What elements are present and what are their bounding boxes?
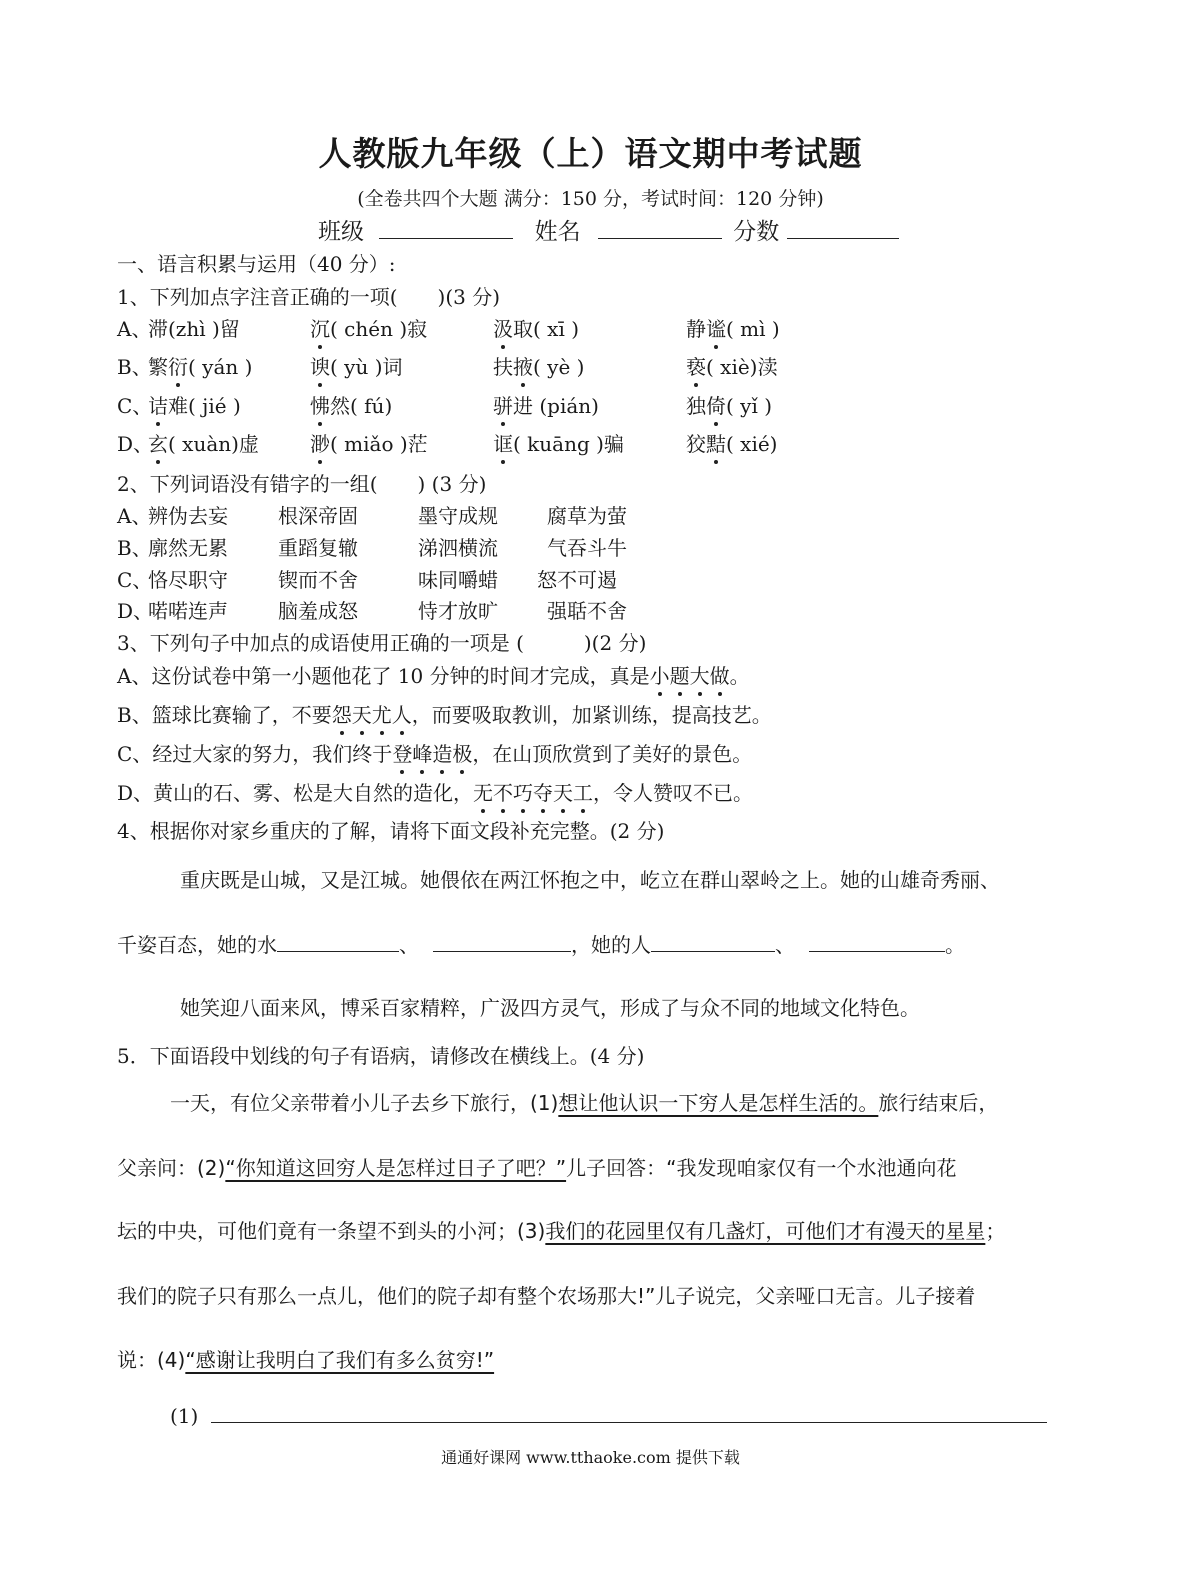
q1-option-b-item: 亵( xiè)渎 <box>686 351 777 380</box>
q5-line-4: 我们的院子只有那么一点儿，他们的院子却有整个农场那大!”儿子说完，父亲哑口无言。儿子接着 <box>117 1284 976 1308</box>
q5-underlined-sentence-1: 想让他认识一下穷人是怎样生活的。 <box>558 1091 879 1115</box>
q3-option-d: D、黄山的石、雾、松是大自然的造化，无不巧夺天工，令人赞叹不已。 <box>117 777 753 806</box>
q5-answer-line-1 <box>170 1400 1047 1428</box>
q2-option-b-label: B、 <box>117 536 152 560</box>
exam-info: (全卷共四个大题 满分：150 分，考试时间：120 分钟) <box>357 188 824 210</box>
q4-blank-people-1[interactable] <box>651 929 775 952</box>
q2-option-d-item: 脑羞成怒 <box>278 599 358 623</box>
q1-option-d-item: 渺( miǎo )茫 <box>310 428 428 457</box>
q1-option-c-label: C、 <box>117 394 153 418</box>
dotted-char: 人 <box>392 699 412 728</box>
score-label: 分数 <box>733 219 780 245</box>
dotted-char: 大 <box>690 660 710 689</box>
q3-idiom-dotted <box>650 664 730 688</box>
class-blank[interactable] <box>379 216 513 239</box>
q2-option-c-item: 怒不可遏 <box>537 568 617 592</box>
q3-option-b: B、篮球比赛输了，不要怨天尤人，而要吸取教训，加紧训练，提高技艺。 <box>117 699 772 728</box>
q3-idiom-dotted <box>473 781 593 805</box>
q3-idiom-dotted <box>332 703 412 727</box>
dotted-char: 无 <box>473 777 493 806</box>
q1-option-d-item: 诓( kuāng )骗 <box>493 428 624 457</box>
q2-option-c-item: 锲而不舍 <box>278 568 358 592</box>
q2-option-d-item: 恃才放旷 <box>418 599 498 623</box>
q1-option-b-item: 扶掖( yè ) <box>493 351 584 380</box>
dotted-char: 不 <box>493 777 513 806</box>
q2-stem: 2、下列词语没有错字的一组( ) (3 分) <box>117 472 487 496</box>
student-info-fields <box>318 213 899 246</box>
q1-option-c-item: 骈进 (pián) <box>493 390 599 419</box>
q2-option-b-item: 重蹈复辙 <box>278 536 358 560</box>
q4-blank-people-2[interactable] <box>809 929 945 952</box>
q1-option-d-item: 狡黠( xié) <box>686 428 777 457</box>
name-label: 姓名 <box>534 219 581 245</box>
q5-line-3: 坛的中央，可他们竟有一条望不到头的小河；(3)我们的花园里仅有几盏灯，可他们才有漫天的星星； <box>117 1219 1006 1243</box>
q4-paragraph-2: 千姿百态，她的水 、 ，她的人 、 。 <box>117 929 965 958</box>
q1-option-d-label: D、 <box>117 432 154 456</box>
q1-option-d-item: 玄( xuàn)虚 <box>148 428 259 457</box>
score-blank[interactable] <box>787 216 899 239</box>
q1-option-a-item: 静谧( mì ) <box>686 313 780 342</box>
q1-stem: 1、下列加点字注音正确的一项( )(3 分) <box>117 285 501 309</box>
dotted-char: 极 <box>452 738 472 767</box>
page-title: 人教版九年级（上）语文期中考试题 <box>318 134 863 173</box>
q2-option-b-item: 气吞斗牛 <box>547 536 627 560</box>
q5-stem: 5．下面语段中划线的句子有语病，请修改在横线上。(4 分) <box>117 1044 645 1068</box>
q2-option-c-label: C、 <box>117 568 153 592</box>
q2-option-c-item: 味同嚼蜡 <box>418 568 498 592</box>
dotted-char: 巧 <box>513 777 533 806</box>
q4-paragraph-3: 她笑迎八面来风，博采百家精粹，广汲四方灵气，形成了与众不同的地域文化特色。 <box>180 996 920 1020</box>
dotted-char: 工 <box>573 777 593 806</box>
q1-option-a-item: 汲取( xī ) <box>493 313 579 342</box>
section-heading: 一、语言积累与运用（40 分）: <box>117 252 396 276</box>
q4-blank-water-2[interactable] <box>433 929 571 952</box>
q3-option-c: C、经过大家的努力，我们终于登峰造极，在山顶欣赏到了美好的景色。 <box>117 738 752 767</box>
name-blank[interactable] <box>598 216 722 239</box>
q1-option-a-item: 沉( chén )寂 <box>310 313 427 342</box>
q2-option-d-item: 喏喏连声 <box>148 599 228 623</box>
q3-idiom-dotted <box>392 742 472 766</box>
q5-underlined-sentence-4: “感谢让我明白了我们有多么贫穷!” <box>185 1348 495 1372</box>
q4-blank-water-1[interactable] <box>277 929 399 952</box>
dotted-char: 小 <box>650 660 670 689</box>
q5-line-5: 说：(4)“感谢让我明白了我们有多么贫穷!” <box>117 1348 495 1372</box>
q1-option-b-label: B、 <box>117 355 152 379</box>
q1-option-b-item: 谀( yù )词 <box>310 351 403 380</box>
dotted-char: 怨 <box>332 699 352 728</box>
answer-label: (1) <box>170 1404 199 1428</box>
q2-option-a-label: A、 <box>117 504 152 528</box>
q3-option-a: A、这份试卷中第一小题他花了 10 分钟的时间才完成，真是小题大做。 <box>117 660 750 689</box>
q4-paragraph-1: 重庆既是山城，又是江城。她偎依在两江怀抱之中，屹立在群山翠岭之上。她的山雄奇秀丽、 <box>180 868 1000 892</box>
q5-underlined-sentence-2: “你知道这回穷人是怎样过日子了吧？” <box>225 1156 567 1180</box>
q5-underlined-sentence-3: 我们的花园里仅有几盏灯，可他们才有漫天的星星 <box>545 1219 986 1243</box>
q2-option-c-item: 恪尽职守 <box>148 568 228 592</box>
q1-option-b-item: 繁衍( yán ) <box>148 351 252 380</box>
q2-option-a-item: 墨守成规 <box>418 504 498 528</box>
q3-stem: 3、下列句子中加点的成语使用正确的一项是 ( )(2 分) <box>117 631 647 655</box>
q2-option-a-item: 辨伪去妄 <box>148 504 228 528</box>
q1-option-c-item: 独倚( yǐ ) <box>686 390 772 419</box>
answer-blank[interactable] <box>211 1400 1047 1423</box>
class-label: 班级 <box>318 219 364 245</box>
dotted-char: 天 <box>553 777 573 806</box>
q2-option-a-item: 根深帝固 <box>278 504 358 528</box>
q1-option-a-item: 滞(zhì )留 <box>148 317 240 341</box>
q2-option-a-item: 腐草为萤 <box>547 504 627 528</box>
dotted-char: 做 <box>710 660 730 689</box>
q5-line-1: 一天，有位父亲带着小儿子去乡下旅行，(1)想让他认识一下穷人是怎样生活的。旅行结束后， <box>170 1091 999 1115</box>
q1-option-a-label: A、 <box>117 317 152 341</box>
dotted-char: 峰 <box>412 738 432 767</box>
q2-option-b-item: 廓然无累 <box>148 536 228 560</box>
q1-option-c-item: 怫然( fú) <box>310 390 392 419</box>
q2-option-d-label: D、 <box>117 599 154 623</box>
dotted-char: 天 <box>352 699 372 728</box>
dotted-char: 尤 <box>372 699 392 728</box>
dotted-char: 造 <box>432 738 452 767</box>
q4-stem: 4、根据你对家乡重庆的了解，请将下面文段补充完整。(2 分) <box>117 819 665 843</box>
q5-line-2: 父亲问：(2)“你知道这回穷人是怎样过日子了吧？”儿子回答：“我发现咱家仅有一个水池通向花 <box>117 1156 957 1180</box>
dotted-char: 题 <box>670 660 690 689</box>
dotted-char: 登 <box>392 738 412 767</box>
q1-option-c-item: 诘难( jié ) <box>148 390 241 419</box>
dotted-char: 夺 <box>533 777 553 806</box>
q2-option-d-item: 强聒不舍 <box>547 599 627 623</box>
q2-option-b-item: 涕泗横流 <box>418 536 498 560</box>
footer-source: 通通好课网 www.tthaoke.com 提供下载 <box>441 1448 740 1467</box>
